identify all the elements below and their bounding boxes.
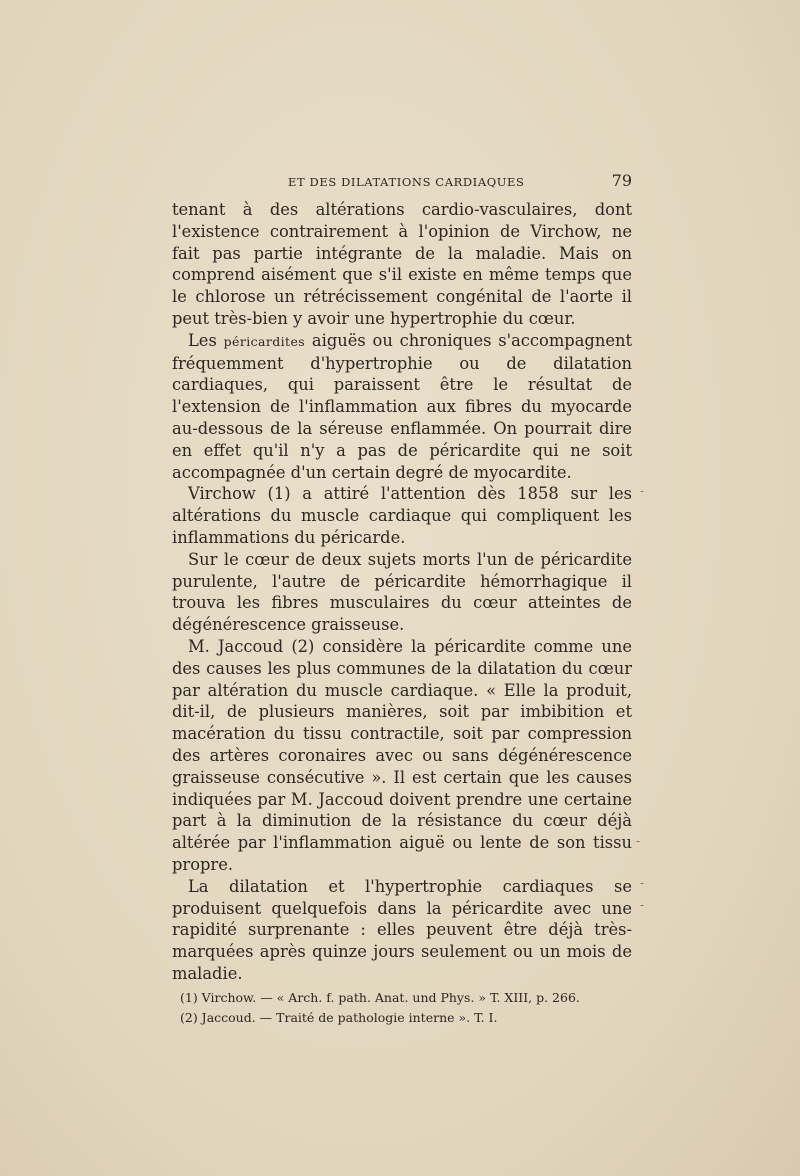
page-header xyxy=(172,173,632,193)
margin-mark: - xyxy=(640,898,645,912)
paragraph-2-text: aiguës ou chroniques s'accompagnent fréquemment d'hypertrophie ou de dilatation cardiaques, qui paraissent être le résultat de l'extension de l'inflammation aux fibres du myocarde au-dessous de la séreuse enflammée. On pourrait dire en effet qu'il n'y a pas de péricardite qui ne soit accompagnée d'un certain degré de myocardite. xyxy=(172,330,632,482)
footnote-2: (2) Jaccoud. — Traité de pathologie interne ». T. I. xyxy=(180,1010,498,1025)
paragraph-2-lead: Les xyxy=(188,330,224,350)
smallcaps-term: péricardites xyxy=(223,333,306,349)
running-title: ET DES DILATATIONS CARDIAQUES xyxy=(288,175,525,189)
footnotes xyxy=(180,988,620,1028)
paragraph-2 xyxy=(172,330,632,484)
body-text xyxy=(172,199,632,985)
paragraph-5: M. Jaccoud (2) considère la péricardite comme une des causes les plus communes de la dilatation du cœur par altération du muscle cardiaque. « Elle la produit, dit-il, de plusieurs manières, soit par imbibition et macération du tissu contractile, soit par compression des artères coronaires avec ou sans dégénérescence graisseuse consécutive ». Il est certain que les causes indiquées par M. Jaccoud doivent prendre une certaine part à la diminution de la résistance du cœur déjà altérée par l'inflammation aiguë ou lente de son tissu propre. xyxy=(172,636,632,874)
footnote-1: (1) Virchow. — « Arch. f. path. Anat. und Phys. » T. XIII, p. 266. xyxy=(180,990,580,1005)
paragraph-3: Virchow (1) a attiré l'attention dès 1858 sur les altérations du muscle cardiaque qui compliquent les inflammations du péricarde. xyxy=(172,484,632,547)
paragraph-4: Sur le cœur de deux sujets morts l'un de péricardite purulente, l'autre de péricardite hémorrhagique il trouva les fibres musculaires du cœur atteintes de dégénérescence graisseuse. xyxy=(172,549,632,635)
margin-mark: - xyxy=(640,876,645,890)
paragraph-1: tenant à des altérations cardio-vasculaires, dont l'existence contrairement à l'opinion de Virchow, ne fait pas partie intégrante de la maladie. Mais on comprend aisément que s'il existe en même temps que le chlorose un rétrécissement congénital de l'aorte il peut très-bien y avoir une hypertrophie du cœur. xyxy=(172,200,632,328)
margin-mark: - xyxy=(636,834,641,848)
page-number: 79 xyxy=(611,171,632,190)
paragraph-6: La dilatation et l'hypertrophie cardiaques se produisent quelquefois dans la péricardite avec une rapidité surprenante : elles peuvent être déjà très-marquées après quinze jours seulement ou un mois de maladie. xyxy=(172,876,632,983)
margin-mark: - xyxy=(640,484,645,498)
